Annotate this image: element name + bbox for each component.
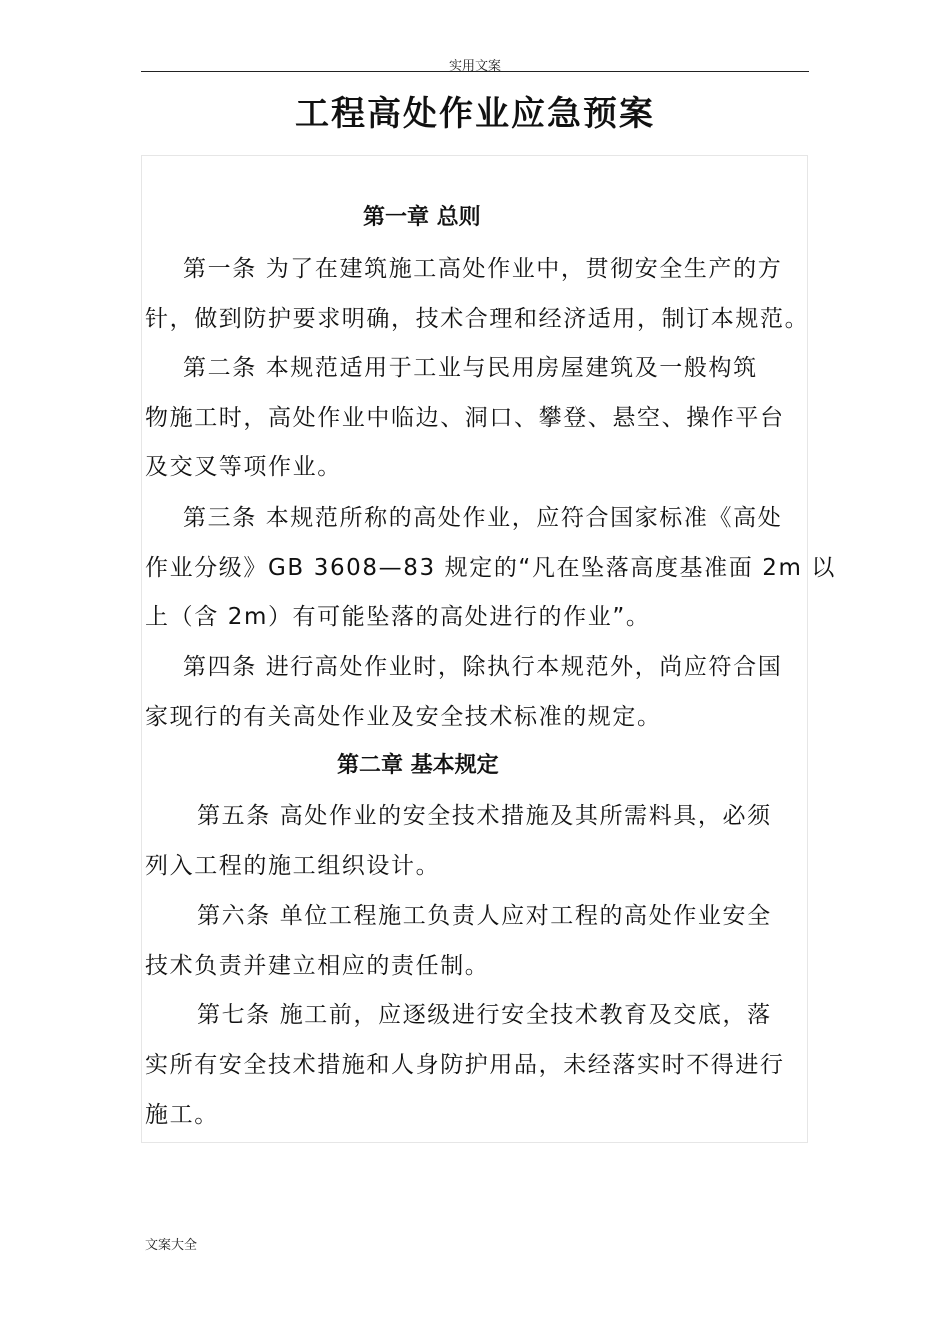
header-divider xyxy=(141,71,809,72)
page-footer: 文案大全 xyxy=(145,1238,198,1253)
chapter-2-heading: 第二章 基本规定 xyxy=(337,753,499,778)
article-4-line-1: 第四条 进行高处作业时，除执行本规范外，尚应符合国 xyxy=(183,654,783,680)
article-7-line-1: 第七条 施工前，应逐级进行安全技术教育及交底，落 xyxy=(197,1002,772,1028)
article-2-line-2: 物施工时，高处作业中临边、洞口、攀登、悬空、操作平台 xyxy=(145,405,785,431)
document-title: 工程高处作业应急预案 xyxy=(295,94,655,134)
article-3-line-1: 第三条 本规范所称的高处作业，应符合国家标准《高处 xyxy=(183,505,783,531)
article-3-line-2: 作业分级》GB 3608—83 规定的“凡在坠落高度基准面 2m 以 xyxy=(145,555,836,581)
article-6-line-2: 技术负责并建立相应的责任制。 xyxy=(145,953,490,979)
article-1-line-2: 针，做到防护要求明确，技术合理和经济适用，制订本规范。 xyxy=(145,306,810,332)
article-5-line-1: 第五条 高处作业的安全技术措施及其所需料具，必须 xyxy=(197,803,772,829)
article-2-line-3: 及交叉等项作业。 xyxy=(145,454,342,480)
article-7-line-3: 施工。 xyxy=(145,1102,219,1128)
header-text: 实用文案 xyxy=(448,59,501,74)
article-7-line-2: 实所有安全技术措施和人身防护用品，未经落实时不得进行 xyxy=(145,1052,785,1078)
article-1-line-1: 第一条 为了在建筑施工高处作业中，贯彻安全生产的方 xyxy=(183,256,783,282)
article-3-line-3: 上（含 2m）有可能坠落的高处进行的作业”。 xyxy=(145,604,651,630)
article-4-line-2: 家现行的有关高处作业及安全技术标准的规定。 xyxy=(145,704,662,730)
article-5-line-2: 列入工程的施工组织设计。 xyxy=(145,853,441,879)
chapter-1-heading: 第一章 总则 xyxy=(363,205,481,230)
article-6-line-1: 第六条 单位工程施工负责人应对工程的高处作业安全 xyxy=(197,903,772,929)
article-2-line-1: 第二条 本规范适用于工业与民用房屋建筑及一般构筑 xyxy=(183,355,758,381)
